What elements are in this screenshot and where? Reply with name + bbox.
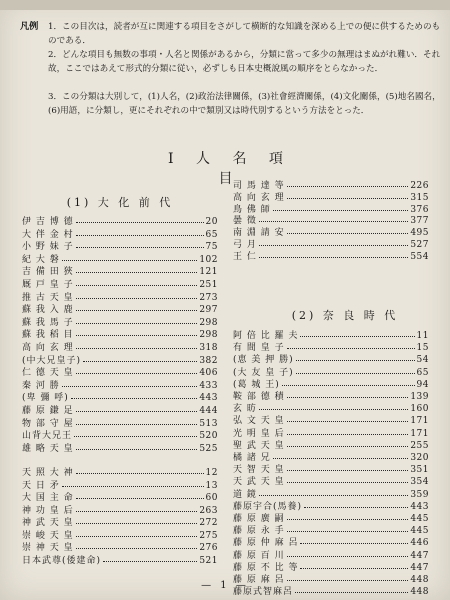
index-entry [233,342,429,354]
entry-page-number: 15 [416,343,429,354]
entry-name: 曇 徵 [233,216,257,227]
index-entry [233,537,429,549]
index-entry [233,562,429,574]
entry-name: 蘇 我 稻 目 [22,330,74,341]
entry-name: 崇 神 天 皇 [22,543,74,553]
index-entry [233,452,429,464]
index-entry [233,501,429,513]
entry-name: 玄 昉 [233,404,257,415]
entry-page-number: 102 [199,254,218,265]
index-entry [233,513,429,525]
entry-page-number: 171 [410,416,429,427]
entry-name: 藤 原 鎌 足 [22,406,74,416]
entry-name: 高 向 玄 理 [233,192,285,203]
dot-leader [259,257,408,258]
dot-leader [76,323,197,324]
entry-page-number: 171 [410,428,429,439]
entry-name: 司 馬 達 等 [233,181,285,191]
index-entry [22,517,218,529]
entry-page-number: 320 [410,453,429,463]
entry-page-number: 272 [199,518,218,528]
entry-page-number: 406 [199,368,218,379]
entry-page-number: 359 [410,489,429,500]
entry-page-number: 251 [199,280,218,290]
index-entry [22,216,218,228]
note-1: 1．この目次は，読者が互に関連する項目をさがして横断的な知識を深める上での便に供するためのものである． [48,22,441,46]
entry-name: 雄 略 天 皇 [22,443,74,454]
index-entry [233,525,429,537]
entry-page-number: 60 [205,493,218,503]
index-entry [22,367,218,379]
dot-leader [76,272,197,273]
note-2: 2．どんな項目も無数の事項・人名と関係があるから，分類に當って多少の無理はまぬがれ難い．それ故，ここではあえて形式的分類に従い，必ずしも日本史概說風の順序をとらなかった． [48,50,441,74]
index-entry [22,266,218,278]
dot-leader [259,245,408,246]
index-entry [22,542,218,554]
dot-leader [296,373,415,374]
entry-name: 厩 戸 皇 子 [22,280,74,290]
index-entry [233,251,429,263]
entry-name: 山背大兄王 [22,431,73,442]
index-entry [233,227,429,239]
entry-name: 天 照 大 神 [22,468,74,478]
dot-leader [76,511,197,512]
index-entry [233,550,429,562]
entry-name: 藤原式智麻呂 [233,587,294,598]
entry-name: 推 古 天 皇 [22,292,74,303]
entry-page-number: 275 [199,530,218,541]
index-entry [22,229,218,241]
entry-name: 南 淵 請 安 [233,228,285,239]
entry-page-number: 65 [416,367,429,378]
entry-name: (大 友 皇 子) [233,367,294,378]
entry-page-number: 94 [416,379,429,390]
entry-name: 小 野 妹 子 [22,242,74,253]
entry-name: 高 向 玄 理 [22,343,74,353]
entry-name: 紀 大 磐 [22,254,60,265]
entry-name: 弓 月 [233,240,257,250]
index-entry [22,555,218,567]
entry-name: 大 国 主 命 [22,493,74,503]
entry-page-number: 377 [410,216,429,227]
index-entry [233,192,429,204]
index-entry [233,476,429,488]
entry-page-number: 160 [410,404,429,415]
dot-leader [259,221,408,222]
entry-name: 光 明 皇 后 [233,428,285,439]
dot-leader [295,592,408,593]
index-entry [22,254,218,266]
entry-name: 藤 原 不 比 等 [233,562,299,573]
dot-leader [62,386,197,387]
entry-name: 物 部 守 屋 [22,418,74,429]
entry-name: 有 間 皇 子 [233,343,285,354]
index-entry [22,492,218,504]
dot-leader [83,361,197,362]
entry-page-number: 447 [410,550,429,561]
index-entry [22,279,218,291]
entry-name: 弘 文 天 皇 [233,416,285,427]
entry-name: (葛 城 王) [233,379,280,390]
entry-page-number: 315 [410,192,429,203]
entry-name: 藤 原 永 手 [233,526,285,537]
entry-page-number: 521 [199,555,218,566]
notes-label: 凡例 [20,21,39,32]
entry-page-number: 226 [410,181,429,191]
entry-page-number: 12 [205,468,218,478]
index-entry [22,292,218,304]
dot-leader [287,556,408,557]
entry-page-number: 382 [199,355,218,366]
page-number: — 1 — [201,580,249,591]
entry-page-number: 513 [199,418,218,429]
entry-name: 王 仁 [233,251,257,262]
entry-page-number: 443 [410,501,429,512]
index-entry [22,392,218,404]
dot-leader [76,335,197,336]
section-title-taika: (1) 大 化 前 代 [66,196,174,209]
entry-name: 聖 武 天 皇 [233,440,285,451]
dot-leader [287,186,408,187]
entry-name: 藤原宇合(馬養) [233,501,303,512]
dot-leader [76,498,204,499]
entry-name: 天 日 矛 [22,480,60,491]
entry-page-number: 351 [410,465,429,476]
entry-page-number: 448 [410,575,429,585]
entry-page-number: 554 [410,251,429,262]
entry-name: 天 智 天 皇 [233,465,285,476]
dot-leader [62,260,197,261]
entry-name: (恵 美 押 勝) [233,355,294,366]
dot-leader [71,398,197,399]
entry-name: 神 武 天 皇 [22,518,74,528]
index-entry [22,430,218,442]
dot-leader [76,411,197,412]
dot-leader [76,235,204,236]
entry-name: 橘 諸 兄 [233,453,271,463]
index-entry [22,418,218,430]
index-entry [22,380,218,392]
entry-name: 鞍 部 德 積 [233,392,285,402]
entry-page-number: 75 [205,242,218,253]
dot-leader [103,561,197,562]
entry-page-number: 444 [199,406,218,416]
entry-page-number: 263 [199,505,218,516]
entry-page-number: 318 [199,343,218,353]
dot-leader [273,458,408,459]
entry-page-number: 13 [205,480,218,491]
entry-name: 神 功 皇 后 [22,505,74,516]
dot-leader [76,523,197,524]
dot-leader [273,210,408,211]
index-entry [233,403,429,415]
entry-name: (卑 彌 呼) [22,393,69,404]
entry-page-number: 297 [199,305,218,316]
section-title-nara: (2) 奈 良 時 代 [291,309,399,322]
index-entry [233,379,429,391]
entry-page-number: 121 [199,267,218,278]
entry-name: 伊 吉 博 德 [22,217,74,227]
index-entry [22,480,218,492]
note-3: 3．この分類は大別して，(1)人名，(2)政治法律關係，(3)社會經濟關係，(4)文化關係，(5)地名國名，(6)用語，に分類し，更にそれぞれの中で類別又は時代別するという方法をとった． [48,92,441,116]
dot-leader [300,543,408,544]
entry-page-number: 448 [410,587,429,598]
index-entry [233,428,429,440]
dot-leader [76,222,204,223]
dot-leader [287,397,408,398]
entry-name: 天 武 天 皇 [233,477,285,488]
dot-leader [76,473,204,474]
index-entry [22,505,218,517]
dot-leader [287,421,408,422]
index-entry [233,330,429,342]
entry-page-number: 443 [199,393,218,404]
entry-name: 吉 備 田 狹 [22,267,74,278]
dot-leader [62,486,204,487]
entry-page-number: 446 [410,538,429,549]
index-entry [22,342,218,354]
entry-name: 藤 原 百 川 [233,550,285,561]
entry-page-number: 445 [410,526,429,537]
dot-leader [76,373,197,374]
entry-name: 蘇 我 入 鹿 [22,305,74,316]
index-entry [233,204,429,216]
dot-leader [287,446,408,447]
entry-page-number: 273 [199,292,218,303]
entry-name: 藤 原 廣 嗣 [233,514,285,524]
entry-name: 大 伴 金 村 [22,229,74,240]
entry-page-number: 527 [410,240,429,250]
entry-page-number: 54 [416,355,429,366]
dot-leader [76,247,204,248]
index-entry [22,241,218,253]
entry-name: 仁 德 天 皇 [22,368,74,379]
index-entry [22,317,218,329]
dot-leader [74,436,197,437]
index-entry [22,467,218,479]
entry-page-number: 354 [410,477,429,488]
dot-leader [76,348,197,349]
entry-name: 日本武尊(倭建命) [22,555,102,566]
index-entry [22,355,218,367]
index-entry [22,443,218,455]
entry-name: 蘇 我 馬 子 [22,317,74,328]
entry-name: (中大兄皇子) [22,355,82,366]
index-entry [233,354,429,366]
dot-leader [287,482,408,483]
dot-leader [300,336,415,337]
entry-name: 藤 原 麻 呂 [233,575,285,585]
index-entry [233,391,429,403]
dot-leader [76,298,197,299]
dot-leader [287,233,408,234]
dot-leader [259,409,408,410]
dot-leader [287,348,415,349]
dot-leader [287,434,408,435]
entry-page-number: 525 [199,443,218,454]
entry-page-number: 255 [410,440,429,451]
index-entry [22,304,218,316]
index-entry [22,530,218,542]
entry-page-number: 276 [199,543,218,553]
dot-leader [296,360,415,361]
entry-name: 道 鏡 [233,489,257,500]
index-entry [233,464,429,476]
entry-page-number: 376 [410,204,429,215]
index-entry [22,405,218,417]
index-entry [233,180,429,192]
entry-page-number: 139 [410,392,429,402]
entry-page-number: 495 [410,228,429,239]
dot-leader [287,519,408,520]
dot-leader [304,507,408,508]
dot-leader [76,449,197,450]
page-top-edge [0,0,450,10]
dot-leader [76,424,197,425]
dot-leader [76,285,197,286]
entry-name: 阿 倍 比 羅 夫 [233,331,299,341]
entry-page-number: 298 [199,330,218,341]
dot-leader [300,568,408,569]
entry-page-number: 447 [410,562,429,573]
index-entry [233,239,429,251]
dot-leader [282,385,415,386]
entry-name: 秦 河 勝 [22,380,60,391]
entry-name: 藤 原 仲 麻 呂 [233,538,299,549]
entry-page-number: 445 [410,514,429,524]
dot-leader [76,548,197,549]
entry-page-number: 65 [205,229,218,240]
index-entry [22,329,218,341]
index-entry [233,440,429,452]
dot-leader [287,470,408,471]
dot-leader [287,198,408,199]
index-entry [233,215,429,227]
dot-leader [287,531,408,532]
entry-page-number: 520 [199,431,218,442]
index-entry [233,415,429,427]
entry-page-number: 20 [205,217,218,227]
index-entry [233,367,429,379]
index-entry [233,489,429,501]
dot-leader [259,495,408,496]
entry-name: 鳥 佛 師 [233,204,271,215]
dot-leader [76,536,197,537]
entry-name: 崇 峻 天 皇 [22,530,74,541]
main-title: Ⅰ 人 名 項 目 [168,151,292,187]
dot-leader [76,310,197,311]
entry-page-number: 298 [199,317,218,328]
entry-page-number: 11 [416,331,429,341]
entry-page-number: 433 [199,380,218,391]
